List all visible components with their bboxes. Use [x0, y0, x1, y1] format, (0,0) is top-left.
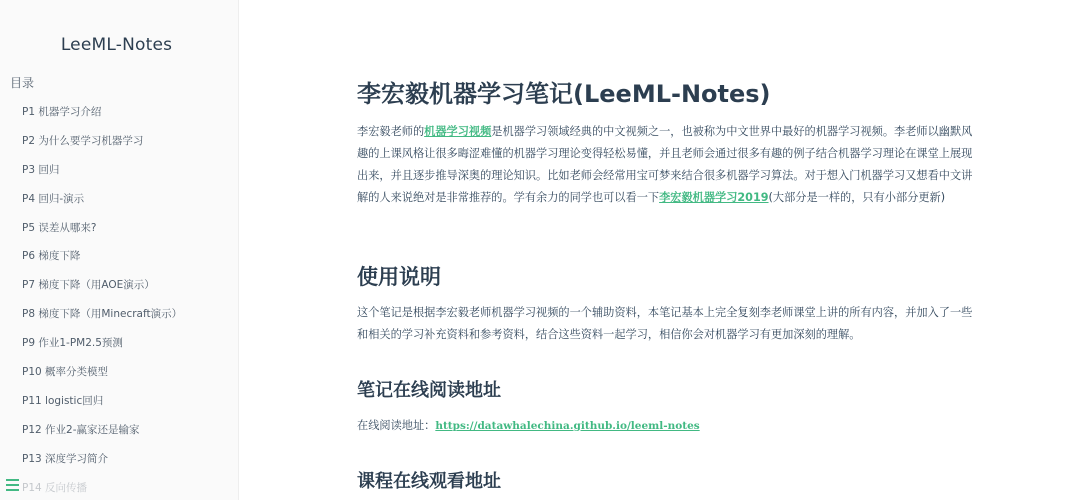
usage-paragraph: 这个笔记是根据李宏毅老师机器学习视频的一个辅助资料，本笔记基本上完全复刻李老师课堂上讲的所有内容，并加入了一些和相关的学习补充资料和参考资料，结合这些资料一起学习，相信你会对机器学习有更加深刻的理解。 [357, 306, 973, 341]
online-reading-label: 在线阅读地址： [357, 419, 436, 432]
intro-text-before: 李宏毅老师的 [357, 125, 425, 138]
sidebar-item-p7[interactable]: P7 梯度下降（用AOE演示） [22, 279, 155, 292]
online-reading-line [357, 415, 977, 437]
intro-paragraph [357, 121, 977, 209]
toc-list [22, 104, 182, 500]
app-name[interactable]: LeeML-Notes [60, 35, 173, 55]
sidebar-item-p2[interactable]: P2 为什么要学习机器学习 [22, 134, 144, 147]
sidebar [0, 0, 239, 500]
sidebar-item-p3[interactable]: P3 回归 [22, 163, 60, 176]
usage-heading: 使用说明 [357, 265, 441, 289]
online-reading-heading: 笔记在线阅读地址 [357, 380, 501, 401]
sidebar-item-p4[interactable]: P4 回归-演示 [22, 192, 85, 205]
sidebar-item-p1[interactable]: P1 机器学习介绍 [22, 106, 102, 118]
sidebar-item-p12[interactable]: P12 作业2-赢家还是输家 [22, 423, 140, 436]
sidebar-item-p11[interactable]: P11 logistic回归 [22, 394, 104, 407]
video-2019-link[interactable]: 李宏毅机器学习2019 [659, 191, 769, 204]
online-reading-link[interactable]: https://datawhalechina.github.io/leeml-notes [435, 420, 700, 432]
toc-heading: 目录 [10, 76, 35, 90]
sidebar-item-p10[interactable]: P10 概率分类模型 [22, 366, 109, 379]
sidebar-item-p14[interactable]: P14 反向传播 [22, 481, 88, 494]
sidebar-item-p13[interactable]: P13 深度学习简介 [22, 452, 109, 465]
sidebar-item-p8[interactable]: P8 梯度下降（用Minecraft演示） [22, 308, 183, 321]
intro-text-after: (大部分是一样的，只有小部分更新) [768, 191, 946, 204]
sidebar-item-p5[interactable]: P5 误差从哪来? [22, 221, 97, 234]
sidebar-item-p6[interactable]: P6 梯度下降 [22, 250, 81, 263]
page-title: 李宏毅机器学习笔记(LeeML-Notes) [357, 80, 771, 108]
sidebar-item-p9[interactable]: P9 作业1-PM2.5预测 [22, 337, 123, 350]
course-watch-heading: 课程在线观看地址 [357, 471, 501, 492]
hamburger-menu-icon[interactable] [6, 479, 19, 491]
intro-text-middle: 是机器学习领域经典的中文视频之一，也被称为中文世界中最好的机器学习视频。李老师以幽默风趣的上课风格让很多晦涩难懂的机器学习理论变得轻松易懂，并且老师会通过很多有趣的例子结合机器学习理论在课堂上展现出来，并且逐步推导深奥的理论知识。比如老师会经常用宝可梦来结合很多机器学习算法。对于想入门机器学习又想看中文讲解的人来说绝对是非常推荐的。学有余力的同学也可以看一下 [357, 125, 973, 204]
video-link[interactable]: 机器学习视频 [424, 125, 492, 138]
